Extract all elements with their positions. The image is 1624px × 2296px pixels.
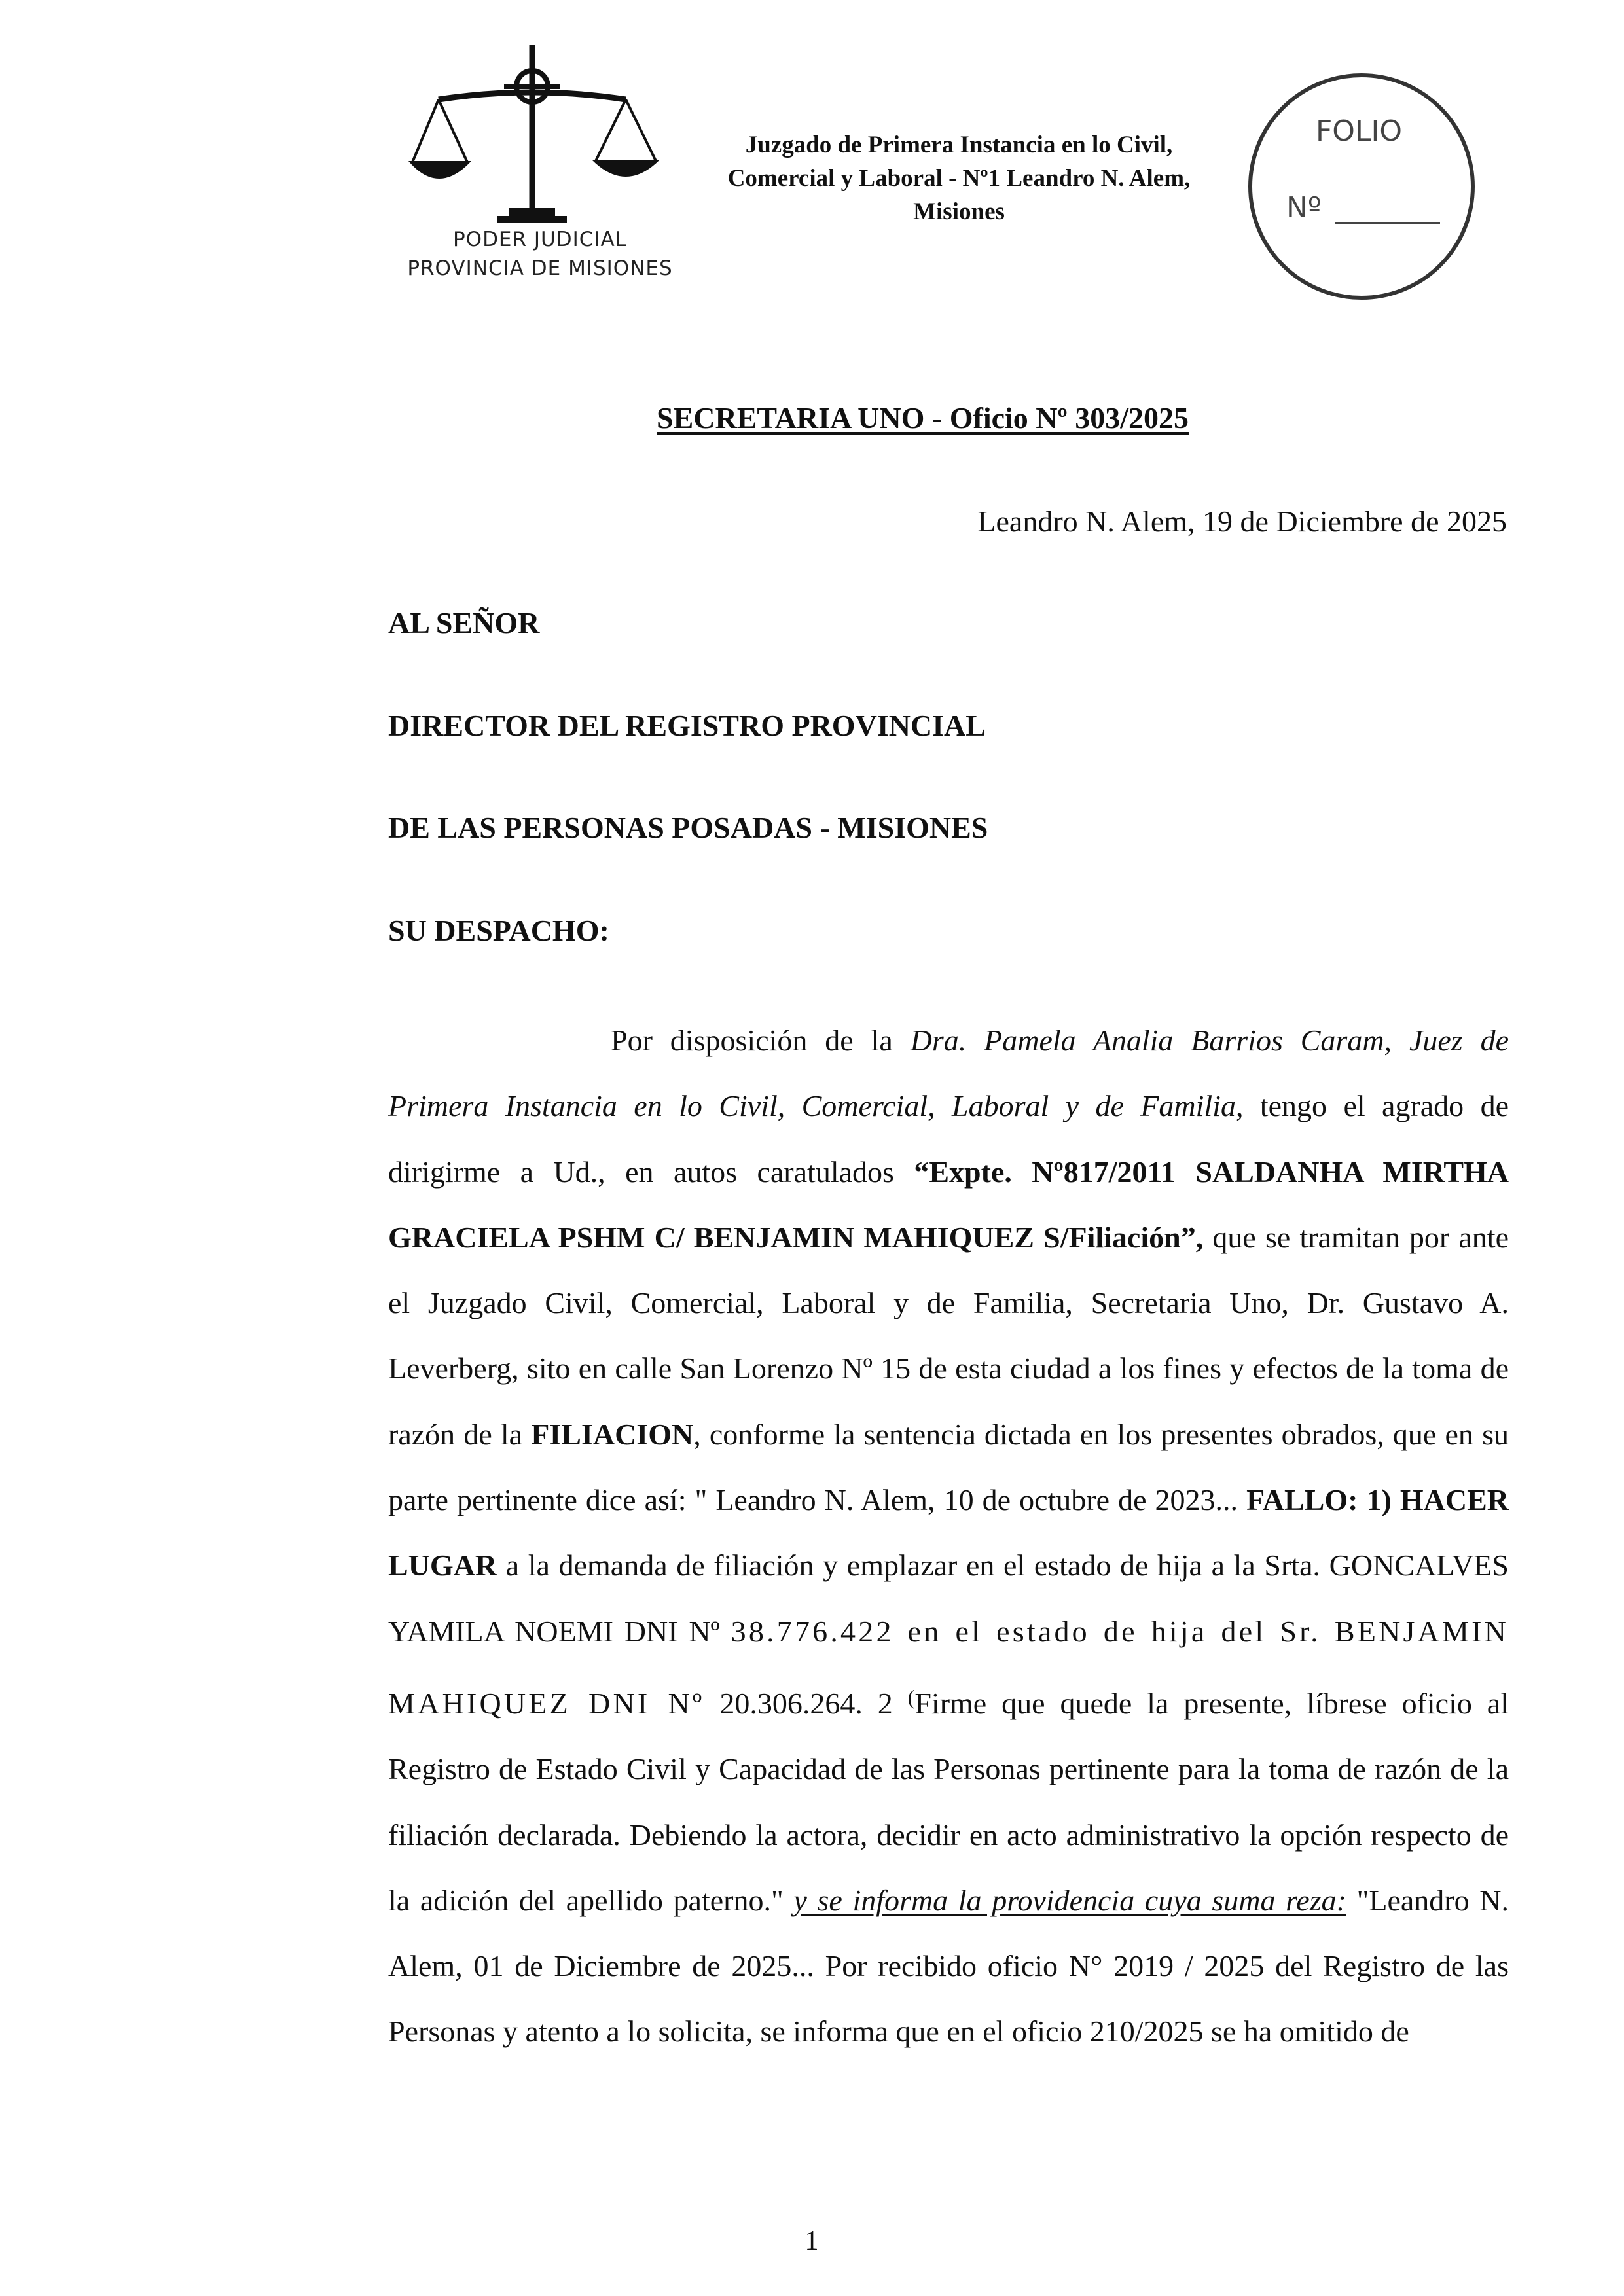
addressee-line-3: DE LAS PERSONAS POSADAS - MISIONES	[388, 811, 988, 844]
court-name-line-1: Juzgado de Primera Instancia en lo Civil,	[745, 132, 1173, 158]
body-text-4: , conforme la sentencia dictada en los presentes obrados, que en su parte pertinente dice así: " Leandro N. Alem, 10 de octubre de 2023...	[388, 1417, 1509, 1517]
body-paragraph	[388, 1008, 1509, 2065]
addressee-line-1: AL SEÑOR	[388, 606, 540, 639]
folio-stamp	[1240, 69, 1483, 304]
logo-text-provincia: PROVINCIA DE MISIONES	[407, 257, 673, 280]
body-text-5-spaced: 38.776.422 en el estado de hija del Sr. BENJAMIN MAHIQUEZ DNI Nº	[388, 1614, 1509, 1720]
body-text-6: 20.306.264. 2	[704, 1686, 908, 1720]
court-name	[681, 128, 1237, 228]
body-text-8: "Leandro N. Alem, 01 de Diciembre de 2025... Por recibido oficio N° 2019 / 2025 del Registro de las Personas y atento a lo solicita, se informa que en el oficio 210/2025 se ha omitido de	[388, 1883, 1509, 2049]
place-date: Leandro N. Alem, 19 de Diciembre de 2025	[977, 505, 1507, 538]
court-name-line-2: Comercial y Laboral - Nº1 Leandro N. Alem,	[727, 165, 1191, 192]
court-name-line-3: Misiones	[913, 198, 1005, 225]
folio-stamp-label: FOLIO	[1316, 115, 1403, 148]
providencia-phrase: y se informa la providencia cuya suma reza:	[793, 1883, 1346, 1917]
paren-mark: (	[907, 1685, 915, 1709]
oficio-title: SECRETARIA UNO - Oficio Nº 303/2025	[657, 401, 1189, 435]
body-text-5: a la demanda de filiación y emplazar en el estado de hija a la Srta. GONCALVES YAMILA NOEMI DNI Nº	[388, 1549, 1509, 1648]
folio-number-label: Nº	[1286, 191, 1322, 224]
body-text-3: que se tramitan por ante el Juzgado Civil, Comercial, Laboral y de Familia, Secretaria Uno, Dr. Gustavo A. Leverberg, sito en calle San Lorenzo Nº 15 de esta ciudad a los fines y efectos de la toma de razón de la	[388, 1220, 1509, 1451]
case-title: “Expte. Nº817/2011 SALDANHA MIRTHA GRACIELA PSHM C/ BENJAMIN MAHIQUEZ S/Filiación”,	[388, 1155, 1509, 1254]
body-text-7: Firme que quede la presente, líbrese oficio al Registro de Estado Civil y Capacidad de las Personas pertinente para la toma de razón de la filiación declarada. Debiendo la actora, decidir en acto administrativo la opción respecto de la adición del apellido paterno."	[388, 1686, 1509, 1917]
addressee-line-2: DIRECTOR DEL REGISTRO PROVINCIAL	[388, 709, 986, 742]
judge-name: Dra. Pamela Analia Barrios Caram, Juez de Primera Instancia en lo Civil, Comercial, Laboral y de Familia	[388, 1024, 1509, 1123]
body-text-1: Por disposición de la	[611, 1024, 911, 1057]
page-number: 1	[804, 2226, 819, 2256]
filiacion-label: FILIACION	[531, 1417, 694, 1451]
addressee-line-4: SU DESPACHO:	[388, 914, 609, 947]
fallo-label: FALLO: 1) HACER LUGAR	[388, 1483, 1509, 1583]
logo-text-poder-judicial: PODER JUDICIAL	[452, 228, 628, 251]
body-text-2: , tengo el agrado de dirigirme a Ud., en autos caratulados	[388, 1089, 1509, 1189]
